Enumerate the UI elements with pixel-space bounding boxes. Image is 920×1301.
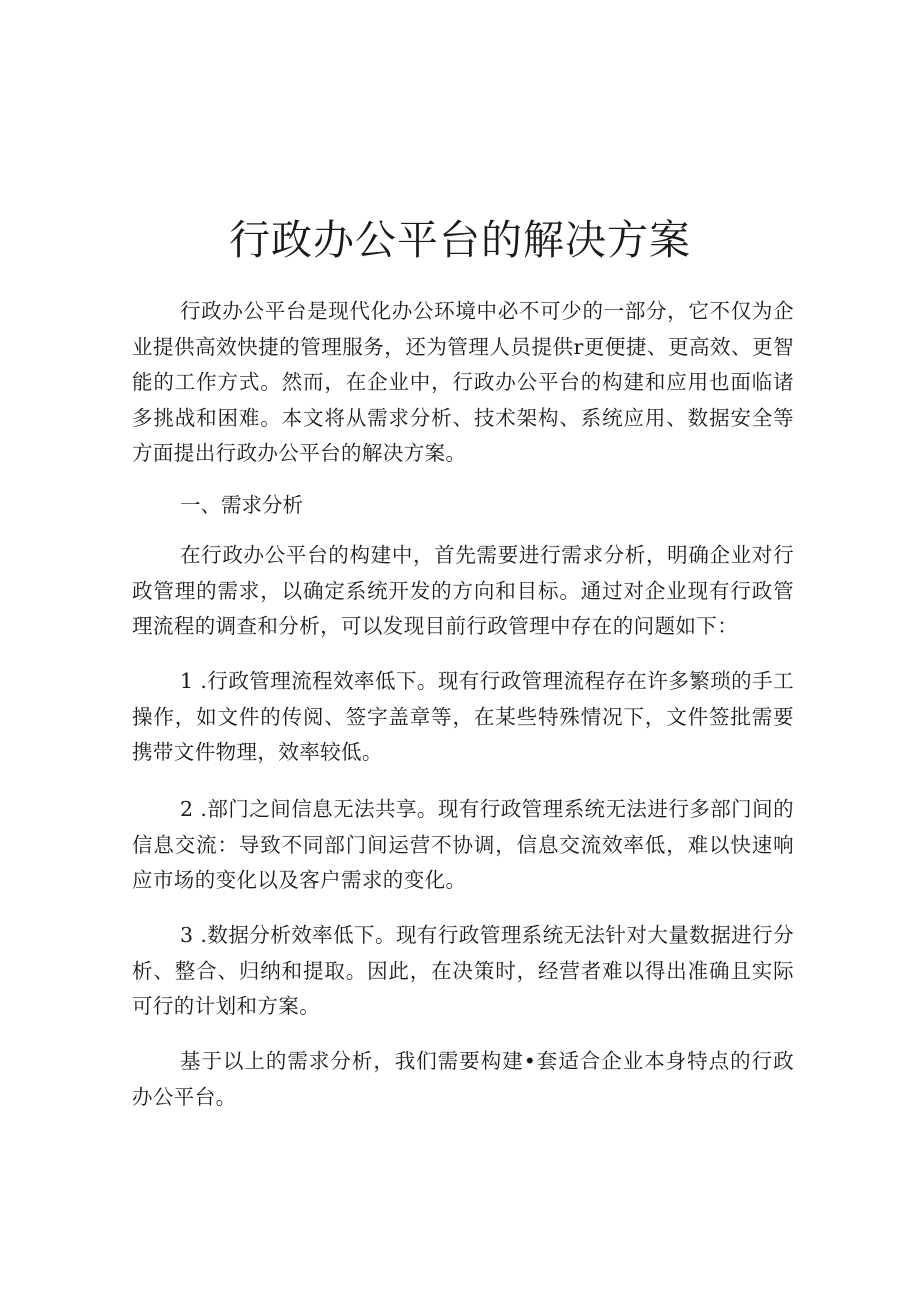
list-item: 1 .行政管理流程效率低下。现有行政管理流程存在许多繁琐的手工操作，如文件的传阅、签字盖章等，在某些特殊情况下，文件签批需要携带文件物理，效率较低。 [132,669,794,764]
list-item: 2 .部门之间信息无法共享。现有行政管理系统无法进行多部门间的信息交流：导致不同部门间运营不协调，信息交流效率低，难以快速响应市场的变化以及客户需求的变化。 [132,797,794,892]
intro-paragraph: 行政办公平台是现代化办公环境中必不可少的一部分，它不仅为企业提供高效快捷的管理服务，还为管理人员提供r更便捷、更高效、更智能的工作方式。然而，在企业中，行政办公平台的构建和应用也面临诸多挑战和困难。本文将从需求分析、技术架构、系统应用、数据安全等方面提出行政办公平台的解决方案。 [132,299,794,465]
conclusion-paragraph: 基于以上的需求分析，我们需要构建•套适合企业本身特点的行政办公平台。 [132,1049,794,1109]
document-title: 行政办公平台的解决方案 [229,216,691,264]
section-paragraph: 在行政办公平台的构建中，首先需要进行需求分析，明确企业对行政管理的需求，以确定系统开发的方向和目标。通过对企业现有行政管理流程的调查和分析，可以发现目前行政管理中存在的问题如下： [132,543,794,638]
section-heading: 一、需求分析 [180,493,303,517]
list-item: 3 .数据分析效率低下。现有行政管理系统无法针对大量数据进行分析、整合、归纳和提取。因此，在决策时，经营者难以得出准确且实际可行的计划和方案。 [132,923,794,1018]
